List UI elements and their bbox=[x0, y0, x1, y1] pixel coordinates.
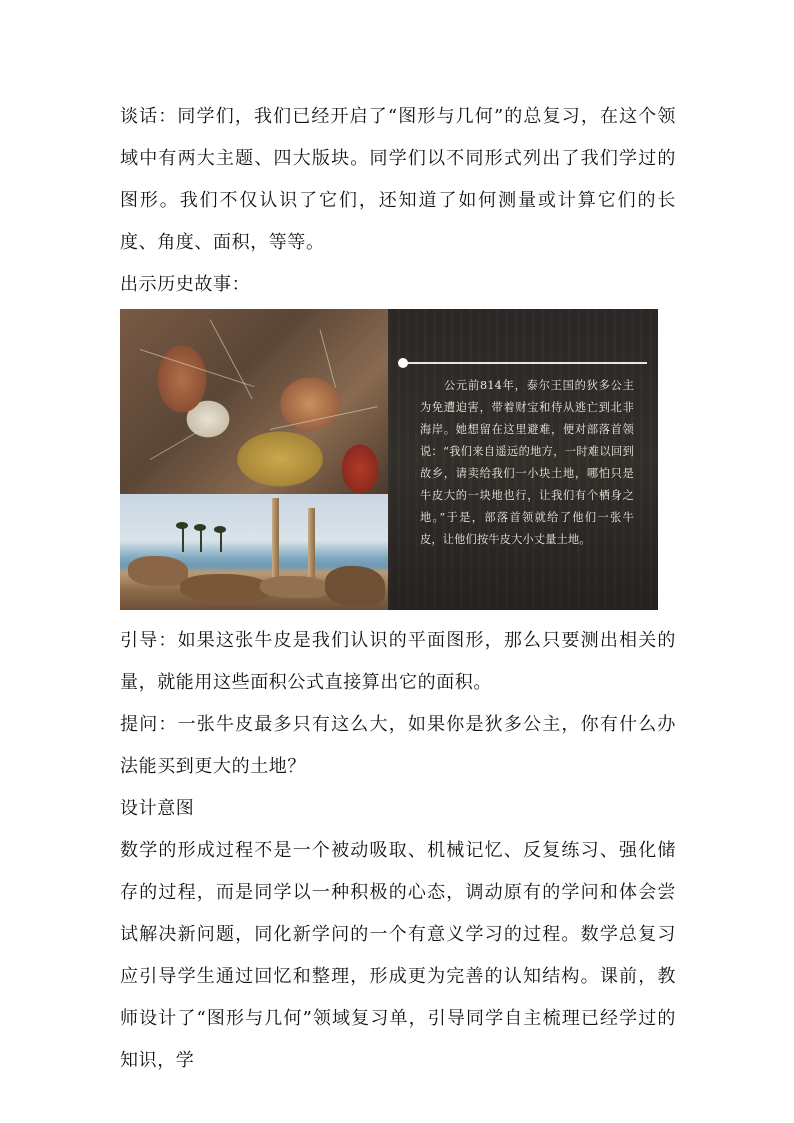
divider-line bbox=[402, 362, 647, 364]
divider-dot bbox=[398, 358, 408, 368]
story-text: 公元前814年，泰尔王国的狄多公主为免遭迫害，带着财宝和侍从逃亡到北非海岸。她想留在这里避难，便对部落首领说：“我们来自遥远的地方，一时难以回到故乡，请卖给我们一小块土地，哪怕只是牛皮大的一块地也行，让我们有个栖身之地。”于是，部落首领就给了他们一张牛皮，让他们按牛皮大小丈量土地。 bbox=[420, 379, 634, 546]
section-heading-design-intent: 设计意图 bbox=[120, 798, 195, 819]
ruins-photo bbox=[120, 494, 388, 610]
paragraph-guide: 引导：如果这张牛皮是我们认识的平面图形，那么只要测出相关的量，就能用这些面积公式直接算出它的面积。 bbox=[120, 630, 676, 693]
paragraph-talk: 谈话：同学们，我们已经开启了“图形与几何”的总复习，在这个领域中有两大主题、四大版块。同学们以不同形式列出了我们学过的图形。我们不仅认识了它们，还知道了如何测量或计算它们的长度、角度、面积，等等。 bbox=[120, 106, 676, 253]
paragraph-design-intent: 数学的形成过程不是一个被动吸取、机械记忆、反复练习、强化储存的过程，而是同学以一种积极的心态，调动原有的学问和体会尝试解决新问题，同化新学问的一个有意义学习的过程。数学总复习应引导学生通过回忆和整理，形成更为完善的认知结构。课前，教师设计了“图形与几何”领域复习单，引导同学自主梳理已经学过的知识，学 bbox=[120, 840, 676, 1071]
story-text-panel bbox=[388, 309, 658, 610]
history-story-figure bbox=[120, 309, 658, 610]
fresco-image bbox=[120, 309, 388, 494]
paragraph-show-story: 出示历史故事： bbox=[120, 274, 251, 295]
paragraph-question: 提问：一张牛皮最多只有这么大，如果你是狄多公主，你有什么办法能买到更大的土地？ bbox=[120, 714, 676, 777]
